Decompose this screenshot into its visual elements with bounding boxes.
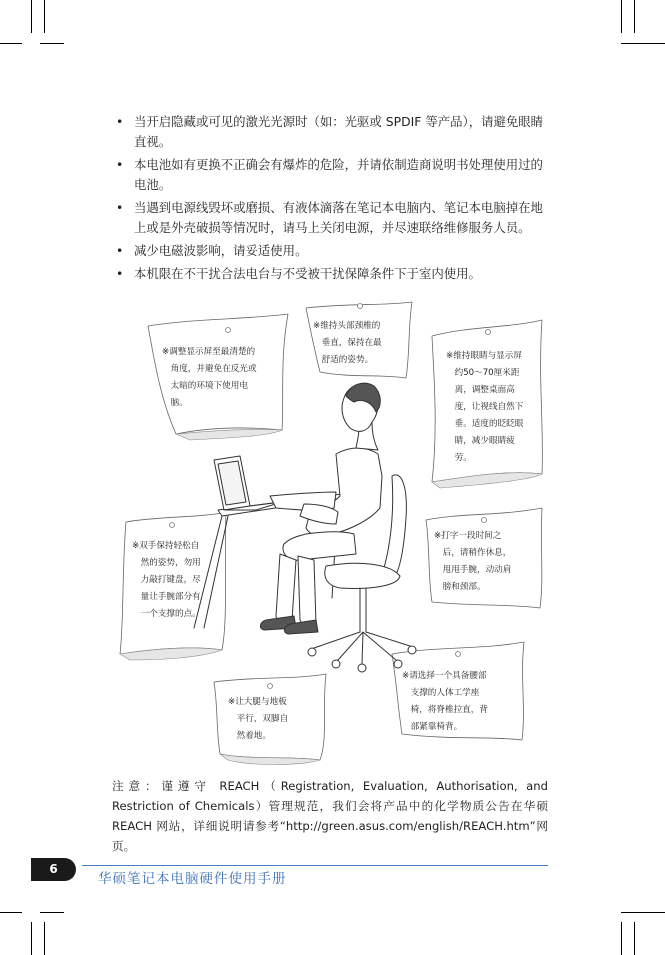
list-item: • 减少电磁波影响，请妥适使用。 bbox=[116, 243, 308, 258]
list-item: • 当遇到电源线毁坏或磨损、有液体滴落在笔记本电脑内、笔记本电脑掉在地上或是外壳破损等情况时，请马上关闭电源，并尽速联络维修服务人员。 bbox=[116, 200, 543, 235]
reach-notice: 注意：谨遵守 REACH（Registration, Evaluation, Authorisation, and Restriction of Chemicals）管理规范，我们会将产品中的化学物质公告在华硕 REACH 网站，详细说明请参考“http://green.asus.com/english/REACH.htm”网页。 bbox=[112, 779, 548, 853]
note-screen: ※调整显示屏至最清楚的 角度，并避免在反光或 太暗的环境下使用电 脑。 bbox=[162, 347, 257, 408]
safety-bullet-list bbox=[112, 112, 552, 287]
laptop-drawing bbox=[214, 456, 282, 510]
footer-title: 华硕笔记本电脑硬件使用手册 bbox=[98, 871, 287, 887]
page-number: 6 bbox=[31, 858, 76, 881]
note-legs: ※让大腿与地板 平行，双脚自 然着地。 bbox=[228, 697, 289, 741]
ergonomics-illustration bbox=[110, 298, 560, 768]
list-item: • 本机限在不干扰合法电台与不受被干扰保障条件下于室内使用。 bbox=[116, 266, 481, 281]
note-hands: ※双手保持轻松自 然的姿势，勿用 力敲打键盘，尽 量让手腕部分有 一个支撑的点。 bbox=[132, 541, 201, 619]
note-chair: ※请选择一个具备腰部 支撑的人体工学座 椅，将脊椎拉直，背 部紧靠椅背。 bbox=[402, 671, 488, 732]
note-rest: ※打字一段时间之 后，请稍作休息， 甩甩手腕，动动肩 膀和颈部。 bbox=[434, 531, 512, 592]
list-item: • 当开启隐藏或可见的激光光源时（如：光驱或 SPDIF 等产品），请避免眼睛直视。 bbox=[116, 114, 544, 149]
list-item: • 本电池如有更换不正确会有爆炸的危险，并请依制造商说明书处理使用过的电池。 bbox=[116, 157, 543, 192]
note-neck: ※维持头部颈椎的 垂直，保持在最 舒适的姿势。 bbox=[313, 321, 382, 365]
footer-divider bbox=[82, 865, 548, 866]
note-eyes: ※维持眼睛与显示屏 约50～70厘米距 离，调整桌面高 度，让视线自然下 垂。适度的眨眨眼 睛，减少眼睛疲 劳。 bbox=[446, 351, 524, 463]
